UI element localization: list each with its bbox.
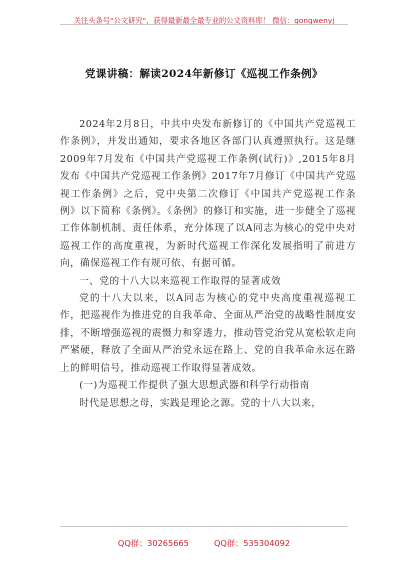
document-title: 党课讲稿：解读2024年新修订《巡视工作条例》: [85, 68, 323, 80]
header-divider: [60, 24, 348, 25]
footer-divider: [60, 526, 348, 527]
header-banner: 关注头条号"公文研究"，获得最新最全最专业的公文资料库！ 微信：gongwenyj: [73, 16, 335, 25]
document-body: [60, 116, 356, 412]
section-heading-1: 一、党的十八大以来巡视工作取得的显著成效: [79, 275, 282, 287]
paragraph-subsection-1: 时代是思想之母，实践是理论之源。党的十八大以来，: [79, 397, 322, 409]
paragraph-section-1: 党的十八大以来，以A同志为核心的党中央高度重视巡视工作，把巡视作为推进党的自我革命、全面从严治党的战略性制度安排，不断增强巡视的震慑力和穿透力，推动管党治党从宽松软走向严紧硬，释放了全面从严治党永远在路上、党的自我革命永远在路上的鲜明信号，推动巡视工作取得显著成效。: [60, 293, 356, 374]
subsection-heading-1: (一)为巡视工作提供了强大思想武器和科学行动指南: [79, 380, 310, 392]
paragraph-intro: 2024年2月8日，中共中央发布新修订的《中国共产党巡视工作条例》，并发出通知，要求各地区各部门认真遵照执行。这是继2009年7月发布《中国共产党巡视工作条例(试行)》,2015年8月发布《中国共产党巡视工作条例》2017年7月修订《中国共产党巡视工作条例》之后，党中央第二次修订《中国共产党巡视工作条例》以下简称《条例》。《条例》的修订和实施，进一步健全了巡视工作体制机制、责任体系，充分体现了以A同志为核心的党中央对巡视工作的高度重视，为新时代巡视工作深化发展指明了前进方向，确保巡视工作有规可依、有据可循。: [60, 119, 356, 270]
footer-qq-group-2: QQ群：535304092: [213, 538, 291, 548]
page-footer: [0, 531, 408, 550]
footer-qq-group-1: QQ群：30265665: [117, 538, 189, 548]
